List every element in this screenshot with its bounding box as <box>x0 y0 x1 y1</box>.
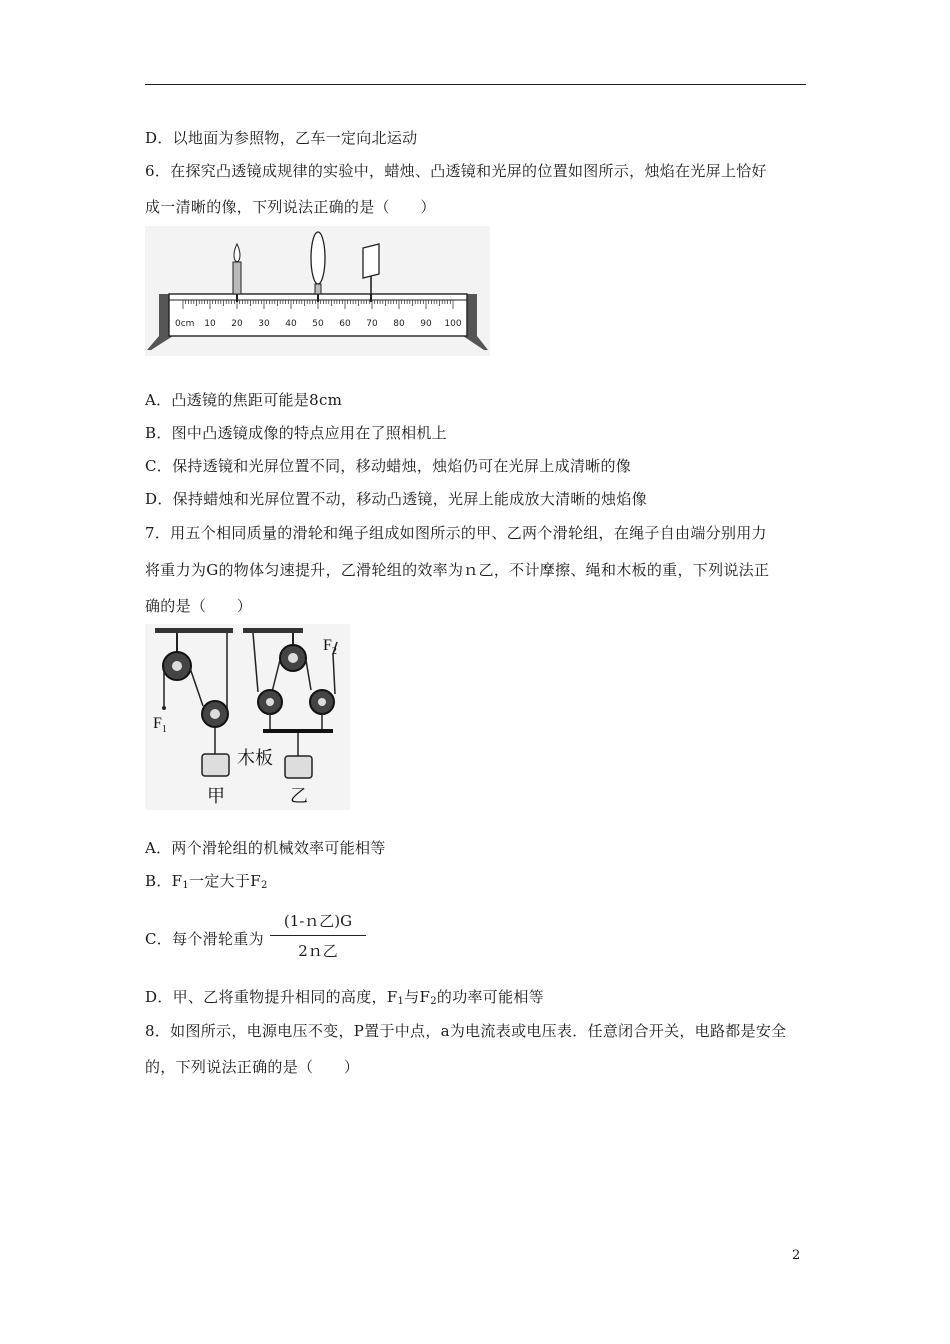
q7-option-b: B．$F_1$一定大于$F_2$ <box>145 872 268 891</box>
q6-stem-line1: 6．在探究凸透镜成规律的实验中，蜡烛、凸透镜和光屏的位置如图所示，烛焰在光屏上恰好 <box>145 162 767 180</box>
ruler-label: 30 <box>258 319 270 329</box>
header-rule <box>145 84 806 85</box>
q7-option-c: C．每个滑轮重为 <box>145 930 264 948</box>
q7-stem-line1: 7．用五个相同质量的滑轮和绳子组成如图所示的甲、乙两个滑轮组，在绳子自由端分别用力 <box>145 524 767 542</box>
q7-option-d: D．甲、乙将重物提升相同的高度，$F_1$与$F_2$的功率可能相等 <box>145 988 545 1007</box>
ruler-label: 90 <box>420 319 432 329</box>
pulley-weight-fraction <box>270 906 366 962</box>
label-f1: $F_1$ <box>153 715 167 735</box>
ruler-label: 60 <box>339 319 351 329</box>
fraction-numerator: (1-ｎ乙)G <box>283 912 353 930</box>
q6-option-c: C．保持透镜和光屏位置不同，移动蜡烛，烛焰仍可在光屏上成清晰的像 <box>145 457 632 475</box>
fraction-denominator: 2ｎ乙 <box>298 942 338 960</box>
label-jia: 甲 <box>207 786 225 807</box>
ruler-label: 70 <box>366 319 378 329</box>
q8-stem-line2: 的，下列说法正确的是（ ） <box>145 1058 360 1076</box>
q6-option-b: B．图中凸透镜成像的特点应用在了照相机上 <box>145 424 448 442</box>
ruler-label: 10 <box>204 319 216 329</box>
q7-option-a: A．两个滑轮组的机械效率可能相等 <box>145 839 386 857</box>
ruler-label: 80 <box>393 319 405 329</box>
q7-stem-line2: 将重力为G的物体匀速提升，乙滑轮组的效率为ｎ乙，不计摩擦、绳和木板的重，下列说法正 <box>145 561 770 579</box>
q6-option-d: D．保持蜡烛和光屏位置不动，移动凸透镜，光屏上能成放大清晰的烛焰像 <box>145 490 647 508</box>
ruler-label: 100 <box>444 319 462 329</box>
optical-bench-figure <box>145 226 490 356</box>
label-yi: 乙 <box>290 786 308 807</box>
fraction-bar <box>270 935 366 936</box>
q6-stem-line2: 成一清晰的像，下列说法正确的是（ ） <box>145 198 436 216</box>
page-number: 2 <box>792 1248 801 1263</box>
q5-option-d: D．以地面为参照物，乙车一定向北运动 <box>145 129 418 147</box>
ruler-label: 40 <box>285 319 297 329</box>
label-board: 木板 <box>237 748 273 769</box>
q6-option-a: A．凸透镜的焦距可能是8cm <box>145 391 343 409</box>
ruler-label: 20 <box>231 319 243 329</box>
candle <box>233 244 241 302</box>
ruler-label: 50 <box>312 319 324 329</box>
label-f2: $F_2$ <box>323 637 337 657</box>
pulley-system-figure <box>145 624 350 810</box>
ruler-label: 0cm <box>175 319 195 329</box>
q8-stem-line1: 8．如图所示，电源电压不变，P置于中点，a为电流表或电压表．任意闭合开关，电路都是安全 <box>145 1022 787 1040</box>
q7-stem-line3: 确的是（ ） <box>145 597 253 615</box>
